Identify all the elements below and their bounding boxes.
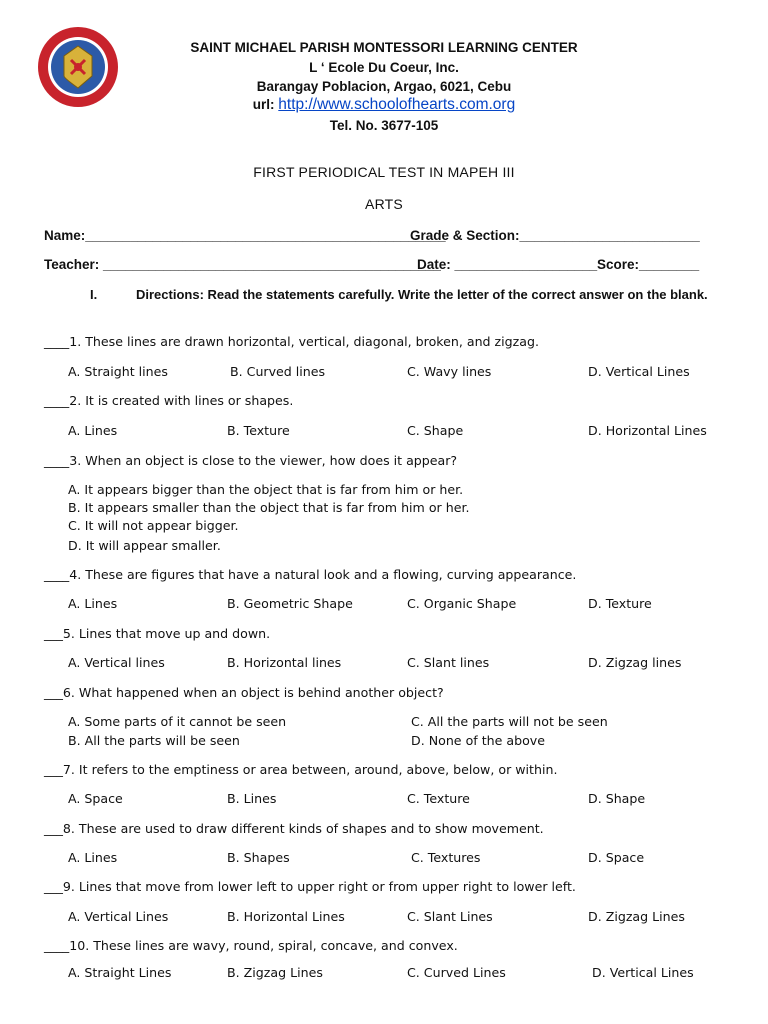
q8-option-d: D. Space: [588, 850, 645, 865]
question-3: ____3. When an object is close to the viewer, how does it appear?: [44, 453, 458, 468]
q1-option-b: B. Curved lines: [230, 364, 326, 379]
test-subject: ARTS: [365, 196, 403, 212]
q5-option-c: C. Slant lines: [407, 655, 490, 670]
q2-option-c: C. Shape: [407, 423, 464, 438]
q5-option-b: B. Horizontal lines: [227, 655, 342, 670]
q4-option-b: B. Geometric Shape: [227, 596, 353, 611]
q8-option-b: B. Shapes: [227, 850, 290, 865]
q7-option-d: D. Shape: [588, 791, 646, 806]
q9-option-b: B. Horizontal Lines: [227, 909, 345, 924]
q9-option-d: D. Zigzag Lines: [588, 909, 685, 924]
q1-option-a: A. Straight lines: [68, 364, 168, 379]
q7-option-b: B. Lines: [227, 791, 277, 806]
q3-option-c: C. It will not appear bigger.: [68, 518, 239, 533]
company-name: L ‘ Ecole Du Coeur, Inc.: [309, 60, 459, 75]
q3-option-a: A. It appears bigger than the object that is far from him or her.: [68, 482, 464, 497]
url-line: [0, 96, 768, 114]
question-8: ___8. These are used to draw different kinds of shapes and to show movement.: [44, 821, 544, 836]
q7-option-c: C. Texture: [407, 791, 470, 806]
question-9: ___9. Lines that move from lower left to upper right or from upper right to lower left.: [44, 879, 576, 894]
q9-option-c: C. Slant Lines: [407, 909, 493, 924]
date-field[interactable]: Date: ___________________: [417, 257, 598, 272]
q6-option-b: B. All the parts will be seen: [68, 733, 240, 748]
q4-option-a: A. Lines: [68, 596, 118, 611]
q10-option-d: D. Vertical Lines: [592, 965, 694, 980]
q10-option-a: A. Straight Lines: [68, 965, 172, 980]
q6-option-c: C. All the parts will not be seen: [411, 714, 608, 729]
question-2: ____2. It is created with lines or shapes.: [44, 393, 294, 408]
q6-option-d: D. None of the above: [411, 733, 545, 748]
question-5: ___5. Lines that move up and down.: [44, 626, 271, 641]
q2-option-a: A. Lines: [68, 423, 118, 438]
telephone: Tel. No. 3677-105: [329, 118, 439, 133]
q1-option-d: D. Vertical Lines: [588, 364, 690, 379]
name-field[interactable]: Name:________________________________________________: [44, 228, 446, 243]
q4-option-c: C. Organic Shape: [407, 596, 517, 611]
school-url-link[interactable]: http://www.schoolofhearts.com.org: [278, 96, 516, 113]
q9-option-a: A. Vertical Lines: [68, 909, 169, 924]
question-6: ___6. What happened when an object is behind another object?: [44, 685, 444, 700]
q2-option-d: D. Horizontal Lines: [588, 423, 707, 438]
q10-option-b: B. Zigzag Lines: [227, 965, 323, 980]
q5-option-a: A. Vertical lines: [68, 655, 165, 670]
q1-option-c: C. Wavy lines: [407, 364, 492, 379]
grade-section-field[interactable]: Grade & Section:________________________: [410, 228, 700, 243]
url-label: url:: [252, 97, 275, 112]
q3-option-b: B. It appears smaller than the object that is far from him or her.: [68, 500, 470, 515]
school-name: SAINT MICHAEL PARISH MONTESSORI LEARNING CENTER: [190, 40, 578, 55]
q7-option-a: A. Space: [68, 791, 123, 806]
q3-option-d: D. It will appear smaller.: [68, 538, 221, 553]
q8-option-c: C. Textures: [411, 850, 481, 865]
question-10: ____10. These lines are wavy, round, spiral, concave, and convex.: [44, 938, 458, 953]
q4-option-d: D. Texture: [588, 596, 652, 611]
q8-option-a: A. Lines: [68, 850, 118, 865]
school-address: Barangay Poblacion, Argao, 6021, Cebu: [256, 79, 512, 94]
q2-option-b: B. Texture: [227, 423, 290, 438]
score-field[interactable]: Score:________: [597, 257, 700, 272]
directions-text: Directions: Read the statements carefully. Write the letter of the correct answer on the blank.: [136, 287, 708, 302]
q6-option-a: A. Some parts of it cannot be seen: [68, 714, 287, 729]
teacher-field[interactable]: Teacher: _____________________________________________: [44, 257, 441, 272]
q5-option-d: D. Zigzag lines: [588, 655, 682, 670]
section-number: I.: [90, 287, 98, 302]
test-title: FIRST PERIODICAL TEST IN MAPEH III: [253, 164, 515, 180]
question-1: ____1. These lines are drawn horizontal, vertical, diagonal, broken, and zigzag.: [44, 334, 539, 349]
question-4: ____4. These are figures that have a natural look and a flowing, curving appearance.: [44, 567, 577, 582]
question-7: ___7. It refers to the emptiness or area between, around, above, below, or within.: [44, 762, 558, 777]
q10-option-c: C. Curved Lines: [407, 965, 506, 980]
